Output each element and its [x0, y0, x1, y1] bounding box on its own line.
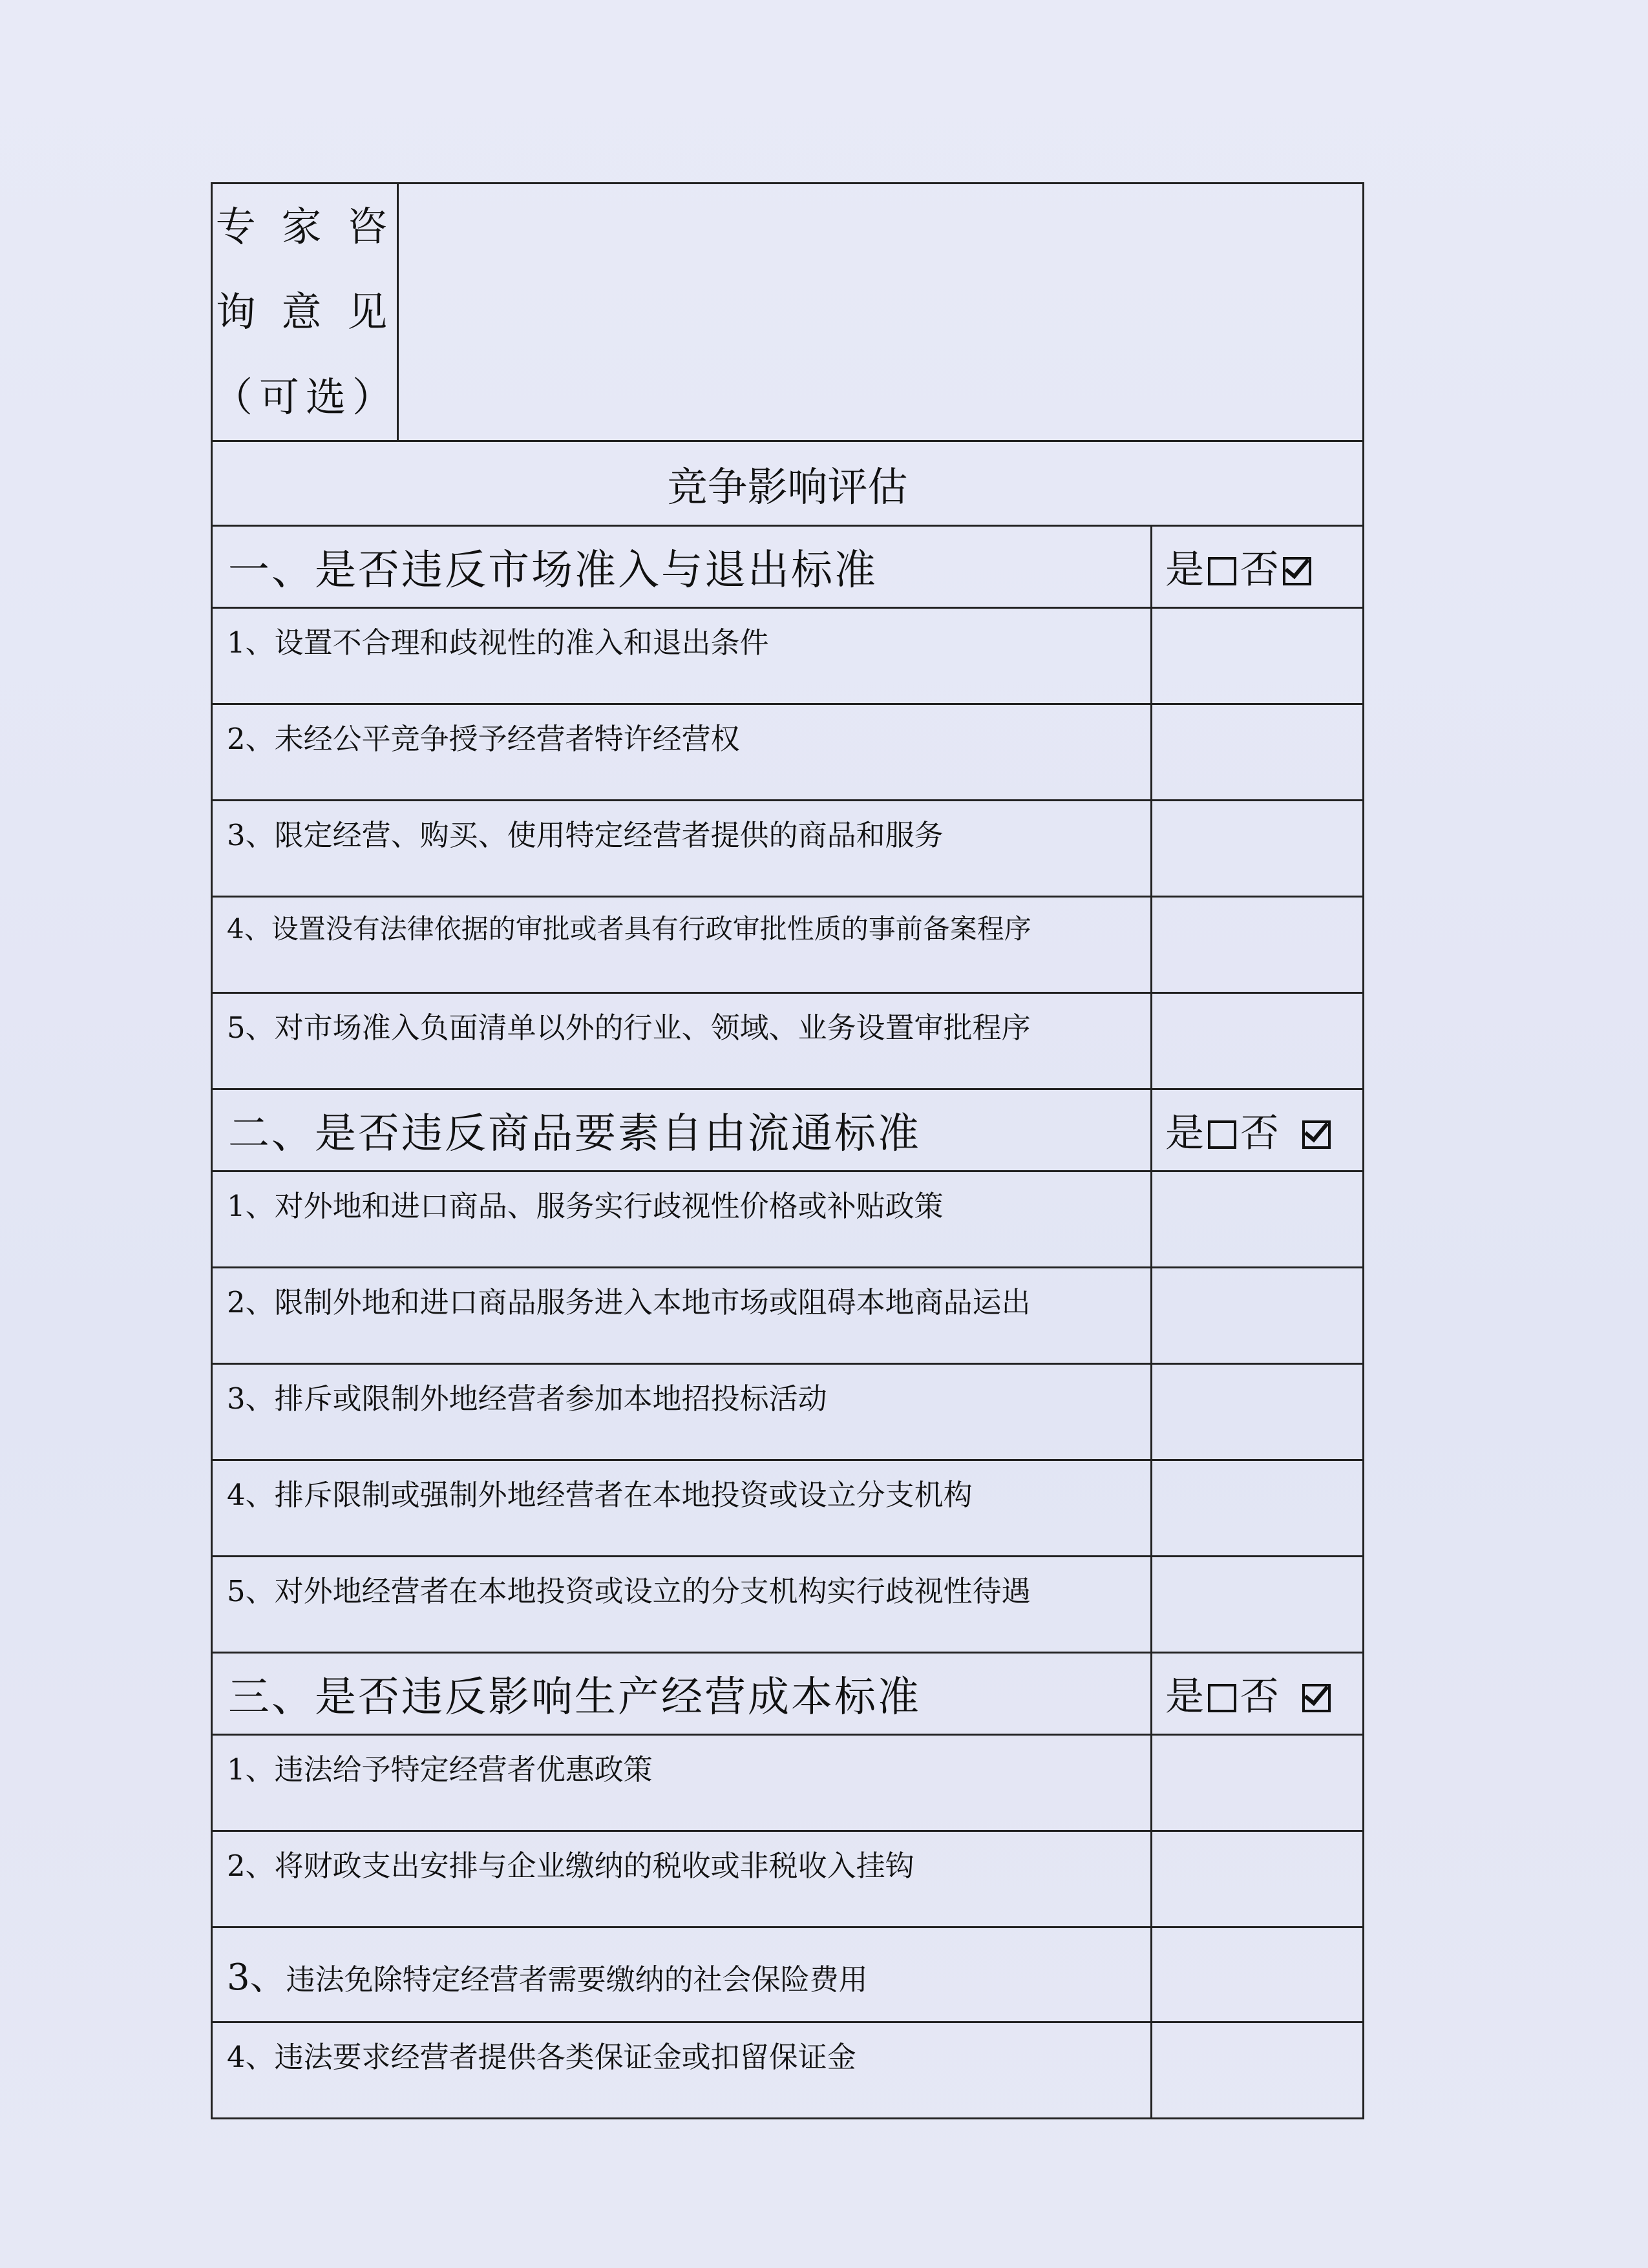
no-label: 否: [1240, 1674, 1279, 1719]
no-checkbox-checked[interactable]: [1302, 1684, 1331, 1712]
item-answer-cell[interactable]: [1152, 1831, 1364, 1927]
item-answer-cell[interactable]: [1152, 993, 1364, 1089]
yes-checkbox[interactable]: [1208, 557, 1236, 585]
item-text: 将财政支出安排与企业缴纳的税收或非税收入挂钩: [274, 1849, 914, 1883]
item-row: [212, 1268, 1364, 1364]
item-number: 3、: [227, 818, 275, 852]
item-answer-cell[interactable]: [1152, 608, 1364, 704]
no-label: 否: [1240, 547, 1279, 593]
item-text: 对市场准入负面清单以外的行业、领域、业务设置审批程序: [274, 1011, 1031, 1045]
no-checkbox-checked[interactable]: [1302, 1120, 1331, 1149]
item-row: [212, 1927, 1364, 2022]
item-text: 设置不合理和歧视性的准入和退出条件: [274, 625, 769, 660]
item-number: 3、: [227, 1381, 275, 1416]
yes-label: 是: [1165, 1674, 1204, 1719]
item-text: 对外地经营者在本地投资或设立的分支机构实行歧视性待遇: [274, 1574, 1031, 1608]
expert-label-line: （可选）: [213, 373, 399, 421]
yes-label: 是: [1165, 547, 1204, 593]
yes-checkbox[interactable]: [1208, 1120, 1236, 1149]
item-row: [212, 1735, 1364, 1831]
item-row: [212, 1831, 1364, 1927]
category-title: 二、是否违反商品要素自由流通标准: [212, 1089, 1152, 1171]
item-answer-cell[interactable]: [1152, 801, 1364, 897]
item-answer-cell[interactable]: [1152, 1364, 1364, 1460]
item-number: 2、: [227, 722, 275, 756]
category-row: [212, 526, 1364, 608]
item-text: 排斥限制或强制外地经营者在本地投资或设立分支机构: [274, 1478, 973, 1512]
item-text: 限定经营、购买、使用特定经营者提供的商品和服务: [274, 818, 944, 852]
item-answer-cell[interactable]: [1152, 2022, 1364, 2119]
category-row: [212, 1089, 1364, 1171]
section-title: 竞争影响评估: [212, 441, 1364, 526]
item-row: [212, 897, 1364, 993]
item-text: 设置没有法律依据的审批或者具有行政审批性质的事前备案程序: [271, 913, 1031, 945]
item-answer-cell[interactable]: [1152, 1268, 1364, 1364]
item-answer-cell[interactable]: [1152, 1735, 1364, 1831]
expert-label-line: 询 意 见: [215, 288, 394, 335]
item-row: [212, 2022, 1364, 2119]
item-number: 4、: [227, 913, 271, 945]
item-text: 对外地和进口商品、服务实行歧视性价格或补贴政策: [274, 1189, 944, 1223]
no-label: 否: [1240, 1111, 1279, 1156]
item-number: 1、: [227, 625, 275, 660]
category-title: 一、是否违反市场准入与退出标准: [212, 526, 1152, 608]
item-text: 违法给予特定经营者优惠政策: [274, 1752, 653, 1787]
expert-opinion-content[interactable]: [398, 184, 1364, 441]
expert-opinion-row: [212, 184, 1364, 441]
item-number: 3、: [227, 1957, 286, 1999]
item-number: 1、: [227, 1752, 275, 1787]
item-number: 4、: [227, 1478, 275, 1512]
yes-checkbox[interactable]: [1208, 1684, 1236, 1712]
category-title: 三、是否违反影响生产经营成本标准: [212, 1653, 1152, 1735]
item-answer-cell[interactable]: [1152, 1927, 1364, 2022]
item-text: 限制外地和进口商品服务进入本地市场或阻碍本地商品运出: [274, 1285, 1031, 1319]
item-row: [212, 801, 1364, 897]
item-number: 2、: [227, 1285, 275, 1319]
item-number: 5、: [227, 1011, 275, 1045]
item-answer-cell[interactable]: [1152, 1460, 1364, 1557]
item-row: [212, 1364, 1364, 1460]
item-answer-cell[interactable]: [1152, 1557, 1364, 1653]
item-row: [212, 1171, 1364, 1268]
item-row: [212, 704, 1364, 801]
item-text: 排斥或限制外地经营者参加本地招投标活动: [274, 1381, 827, 1416]
category-answer: [1152, 1089, 1364, 1171]
item-row: [212, 1460, 1364, 1557]
category-answer: [1152, 1653, 1364, 1735]
item-text: 未经公平竞争授予经营者特许经营权: [274, 722, 740, 756]
item-number: 2、: [227, 1849, 275, 1883]
item-text: 违法要求经营者提供各类保证金或扣留保证金: [274, 2040, 856, 2074]
item-text: 违法免除特定经营者需要缴纳的社会保险费用: [286, 1962, 868, 1997]
item-row: [212, 1557, 1364, 1653]
item-row: [212, 993, 1364, 1089]
item-answer-cell[interactable]: [1152, 704, 1364, 801]
category-row: [212, 1653, 1364, 1735]
item-number: 4、: [227, 2040, 275, 2074]
no-checkbox-checked[interactable]: [1283, 557, 1311, 585]
item-answer-cell[interactable]: [1152, 897, 1364, 993]
expert-opinion-label: [212, 184, 398, 441]
category-answer: [1152, 526, 1364, 608]
competition-review-form: [211, 182, 1364, 2119]
expert-label-line: 专 家 咨: [215, 203, 394, 250]
yes-label: 是: [1165, 1111, 1204, 1156]
item-number: 1、: [227, 1189, 275, 1223]
item-number: 5、: [227, 1574, 275, 1608]
item-answer-cell[interactable]: [1152, 1171, 1364, 1268]
item-row: [212, 608, 1364, 704]
